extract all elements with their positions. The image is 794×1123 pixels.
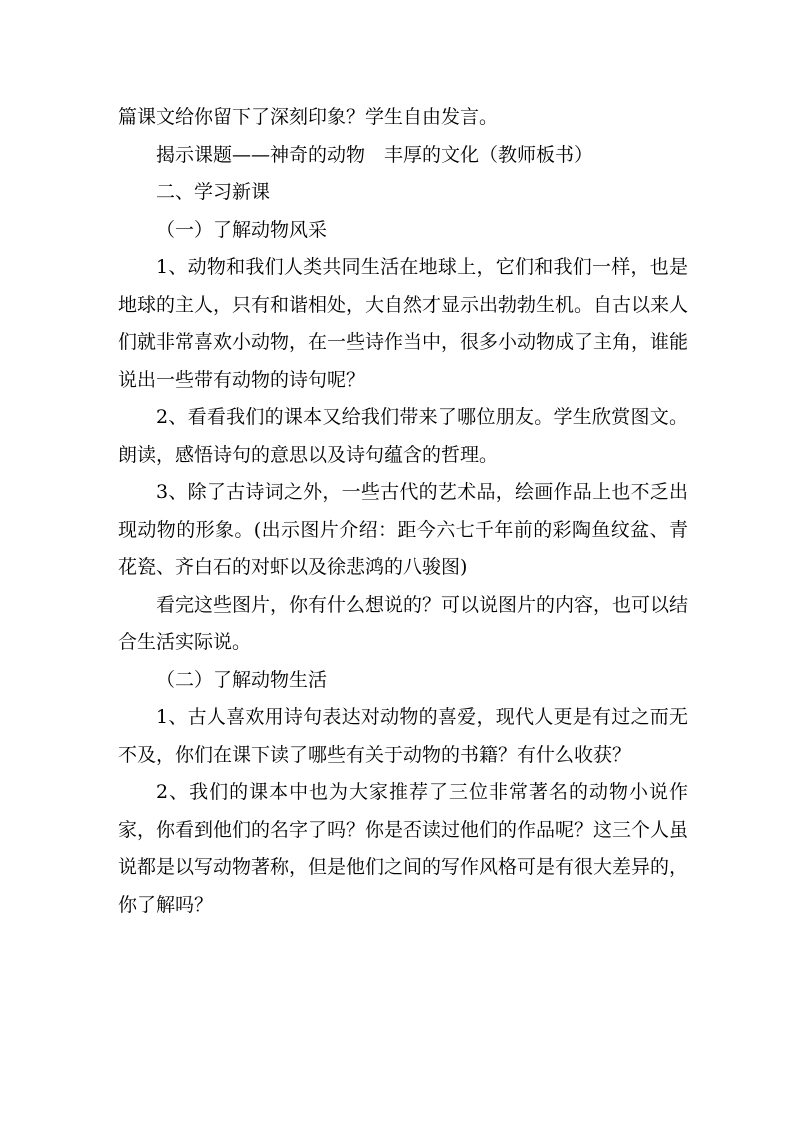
section-heading-learn-new-lesson: 二、学习新课 <box>156 181 271 203</box>
paragraph-item-3: 3、除了古诗词之外，一些古代的艺术品，绘画作品上也不乏出现动物的形象。(出示图片介绍：距今六七千年前的彩陶鱼纹盆、青花瓷、齐白石的对虾以及徐悲鸿的八骏图) <box>118 481 688 578</box>
paragraph-topic-reveal: 揭示课题——神奇的动物 丰厚的文化（教师板书） <box>156 143 594 166</box>
subsection-heading-animal-charm: （一）了解动物风采 <box>156 218 328 241</box>
subsection-heading-animal-life: （二）了解动物生活 <box>156 668 328 691</box>
paragraph-continuation: 篇课文给你留下了深刻印象？学生自由发言。 <box>118 106 499 128</box>
paragraph-pictures-discussion: 看完这些图片，你有什么想说的？可以说图片的内容，也可以结合生活实际说。 <box>118 593 689 653</box>
paragraph-item-1: 1、动物和我们人类共同生活在地球上，它们和我们一样，也是地球的主人，只有和谐相处，大自然才显示出勃勃生机。自古以来人们就非常喜欢小动物，在一些诗作当中，很多小动物成了主角，谁能说出一些带有动物的诗句呢？ <box>118 256 689 391</box>
paragraph-life-item-2: 2、我们的课本中也为大家推荐了三位非常著名的动物小说作家，你看到他们的名字了吗？你是否读过他们的作品呢？这三个人虽说都是以写动物著称，但是他们之间的写作风格可是有很大差异的，你了解吗？ <box>118 781 689 916</box>
paragraph-life-item-1: 1、古人喜欢用诗句表达对动物的喜爱，现代人更是有过之而无不及，你们在课下读了哪些有关于动物的书籍？有什么收获？ <box>118 706 688 766</box>
document-body <box>118 99 688 924</box>
paragraph-item-2: 2、看看我们的课本又给我们带来了哪位朋友。学生欣赏图文。朗读，感悟诗句的意思以及诗句蕴含的哲理。 <box>118 406 688 466</box>
